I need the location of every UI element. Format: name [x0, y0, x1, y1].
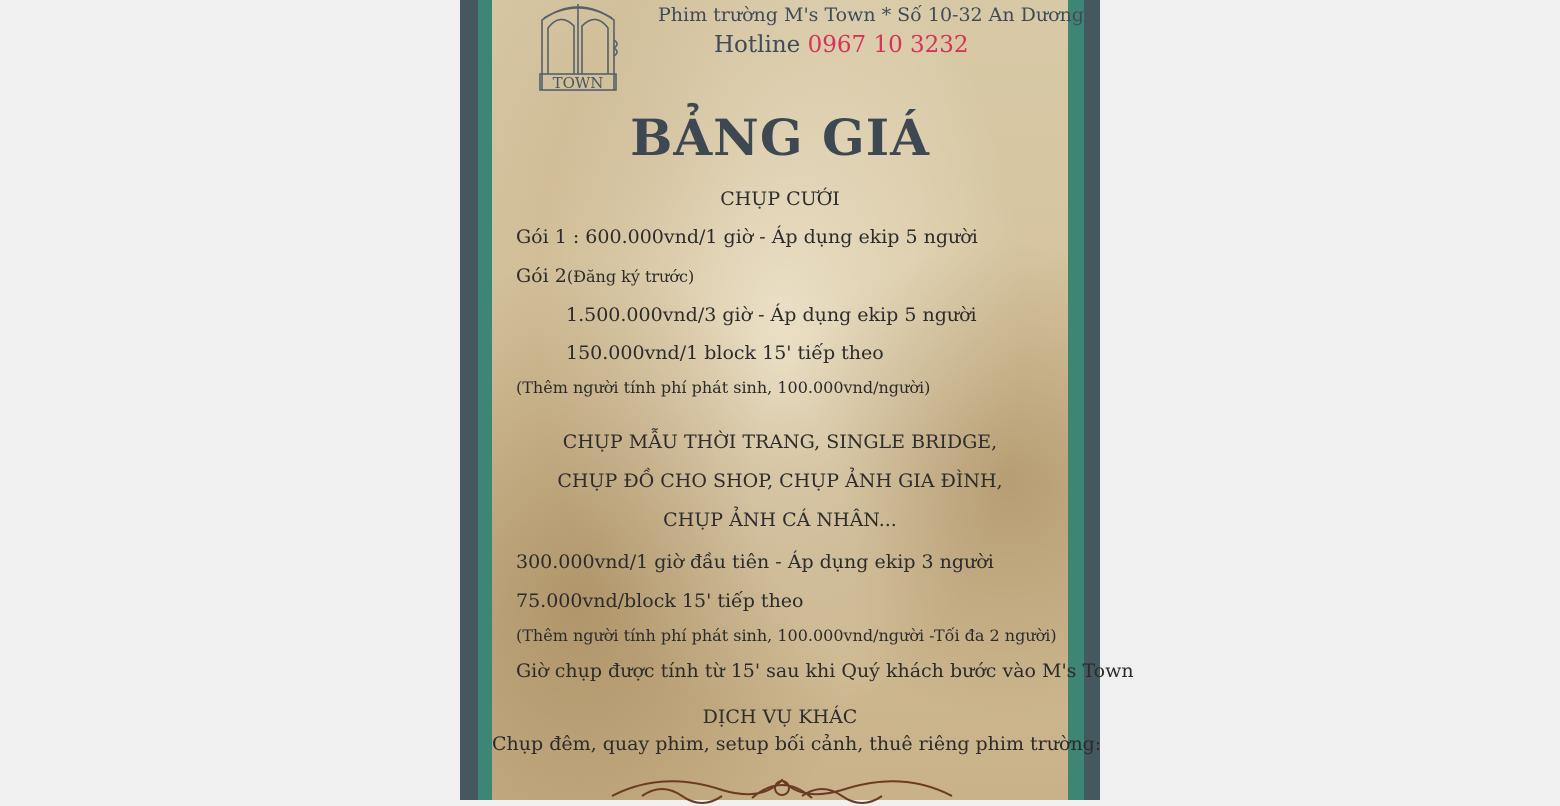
wedding-package-2-block: 150.000vnd/1 block 15' tiếp theo: [566, 342, 884, 364]
decorative-ornament-icon: [602, 766, 962, 806]
hotline-label: Hotline: [714, 32, 801, 58]
package-2-note: (Đăng ký trước): [566, 267, 695, 286]
fashion-extra-person: (Thêm người tính phí phát sinh, 100.000vnd/người -Tối đa 2 người): [516, 626, 1057, 645]
ms-town-logo: [536, 0, 620, 92]
page-title: BẢNG GIÁ: [630, 108, 930, 167]
fashion-heading-1: CHỤP MẪU THỜI TRANG, SINGLE BRIDGE,: [562, 431, 998, 453]
wedding-package-1: Gói 1 : 600.000vnd/1 giờ - Áp dụng ekip 5 người: [516, 226, 978, 248]
fashion-price-2: 75.000vnd/block 15' tiếp theo: [516, 590, 804, 612]
package-2-label: Gói 2: [516, 265, 567, 287]
fashion-time-note: Giờ chụp được tính từ 15' sau khi Quý khách bước vào M's Town: [516, 660, 1134, 682]
header-hotline: [714, 32, 969, 58]
other-services-heading: DỊCH VỤ KHÁC: [702, 706, 858, 728]
hotline-number: 0967 10 3232: [807, 32, 969, 58]
price-poster: [492, 0, 1134, 800]
wedding-package-2-label: [516, 265, 694, 287]
other-services-line: Chụp đêm, quay phim, setup bối cảnh, thuê riêng phim trường:: [492, 733, 1102, 755]
fashion-heading-2: CHỤP ĐỒ CHO SHOP, CHỤP ẢNH GIA ĐÌNH,: [557, 470, 1003, 492]
wedding-package-2-price: 1.500.000vnd/3 giờ - Áp dụng ekip 5 người: [566, 304, 977, 326]
wedding-heading: CHỤP CƯỚI: [720, 188, 840, 210]
wedding-extra-person: (Thêm người tính phí phát sinh, 100.000vnd/người): [516, 378, 931, 397]
header-address: Phim trường M's Town * Số 10-32 An Dương: [658, 4, 1084, 26]
fashion-heading-3: CHỤP ẢNH CÁ NHÂN...: [663, 509, 897, 531]
logo-text: TOWN: [552, 74, 604, 92]
fashion-price-1: 300.000vnd/1 giờ đầu tiên - Áp dụng ekip 3 người: [516, 551, 994, 573]
